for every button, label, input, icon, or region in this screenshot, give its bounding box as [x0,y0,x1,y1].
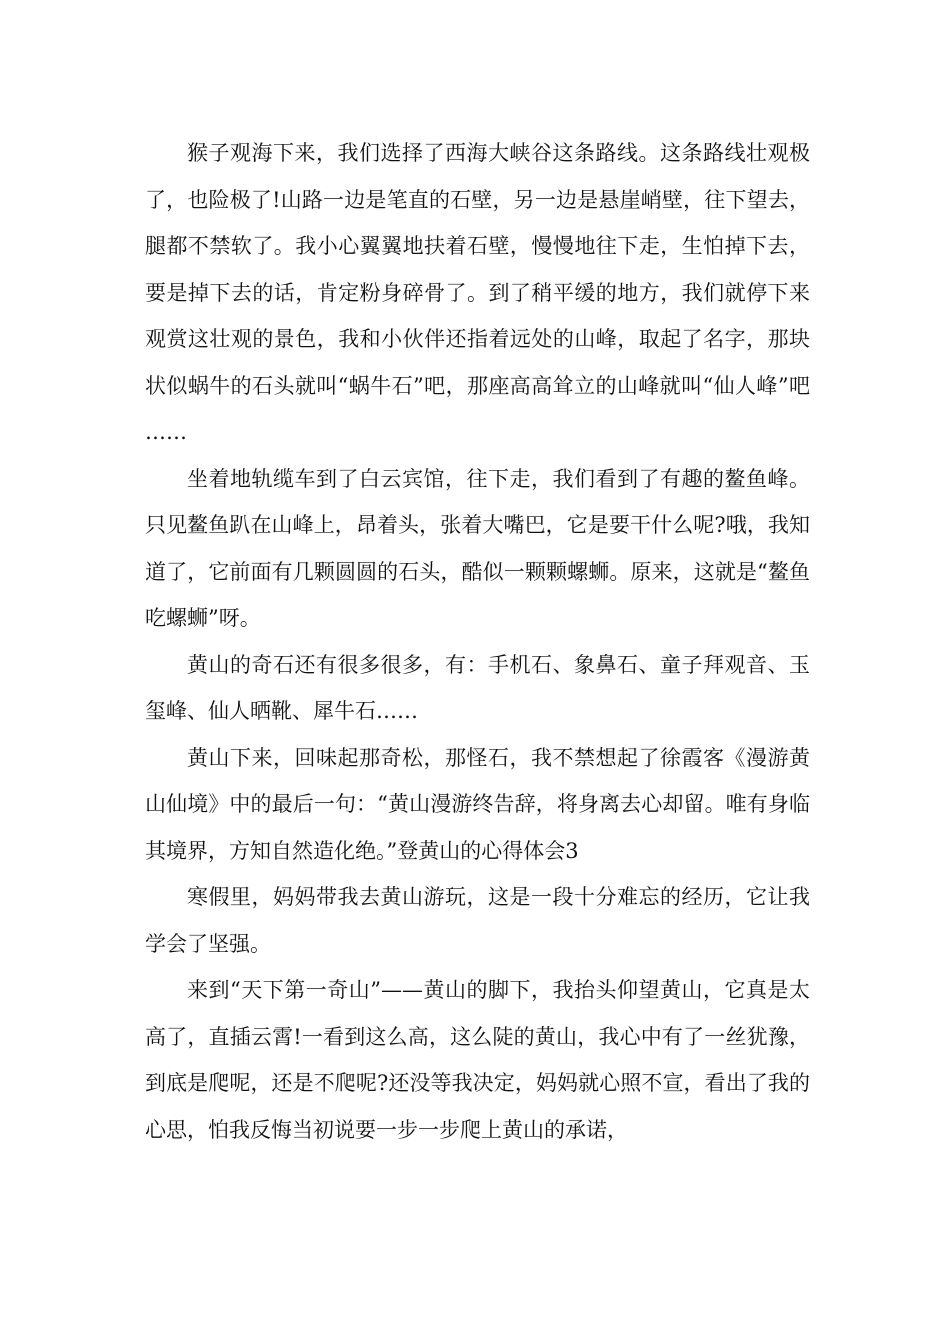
paragraph-3: 黄山的奇石还有很多很多，有：手机石、象鼻石、童子拜观音、玉玺峰、仙人晒靴、犀牛石…… [145,652,810,723]
paragraph-6: 来到“天下第一奇山”——黄山的脚下，我抬头仰望黄山，它真是太高了，直插云霄!一看到这么高，这么陡的黄山，我心中有了一丝犹豫，到底是爬呢，还是不爬呢?还没等我决定，妈妈就心照不宣，看出了我的心思，怕我反悔当初说要一步一步爬上黄山的承诺， [145,978,810,1142]
paragraph-2: 坐着地轨缆车到了白云宾馆，往下走，我们看到了有趣的鳌鱼峰。只见鳌鱼趴在山峰上，昂着头，张着大嘴巴，它是要干什么呢?哦，我知道了，它前面有几颗圆圆的石头，酷似一颗颗螺蛳。原来，这就是“鳌鱼吃螺蛳”呀。 [145,466,810,630]
paragraph-1: 猴子观海下来，我们选择了西海大峡谷这条路线。这条路线壮观极了，也险极了!山路一边是笔直的石壁，另一边是悬崖峭壁，往下望去，腿都不禁软了。我小心翼翼地扶着石壁，慢慢地往下走，生怕掉下去，要是掉下去的话，肯定粉身碎骨了。到了稍平缓的地方，我们就停下来观赏这壮观的景色，我和小伙伴还指着远处的山峰，取起了名字，那块状似蜗牛的石头就叫“蜗牛石”吧，那座高高耸立的山峰就叫“仙人峰”吧…… [145,141,810,444]
paragraph-4: 黄山下来，回味起那奇松，那怪石，我不禁想起了徐霞客《漫游黄山仙境》中的最后一句：“黄山漫游终告辞，将身离去心却留。唯有身临其境界，方知自然造化绝。”登黄山的心得体会3 [145,745,810,863]
paragraph-5: 寒假里，妈妈带我去黄山游玩，这是一段十分难忘的经历，它让我学会了坚强。 [145,885,810,956]
document-body [145,130,810,1153]
